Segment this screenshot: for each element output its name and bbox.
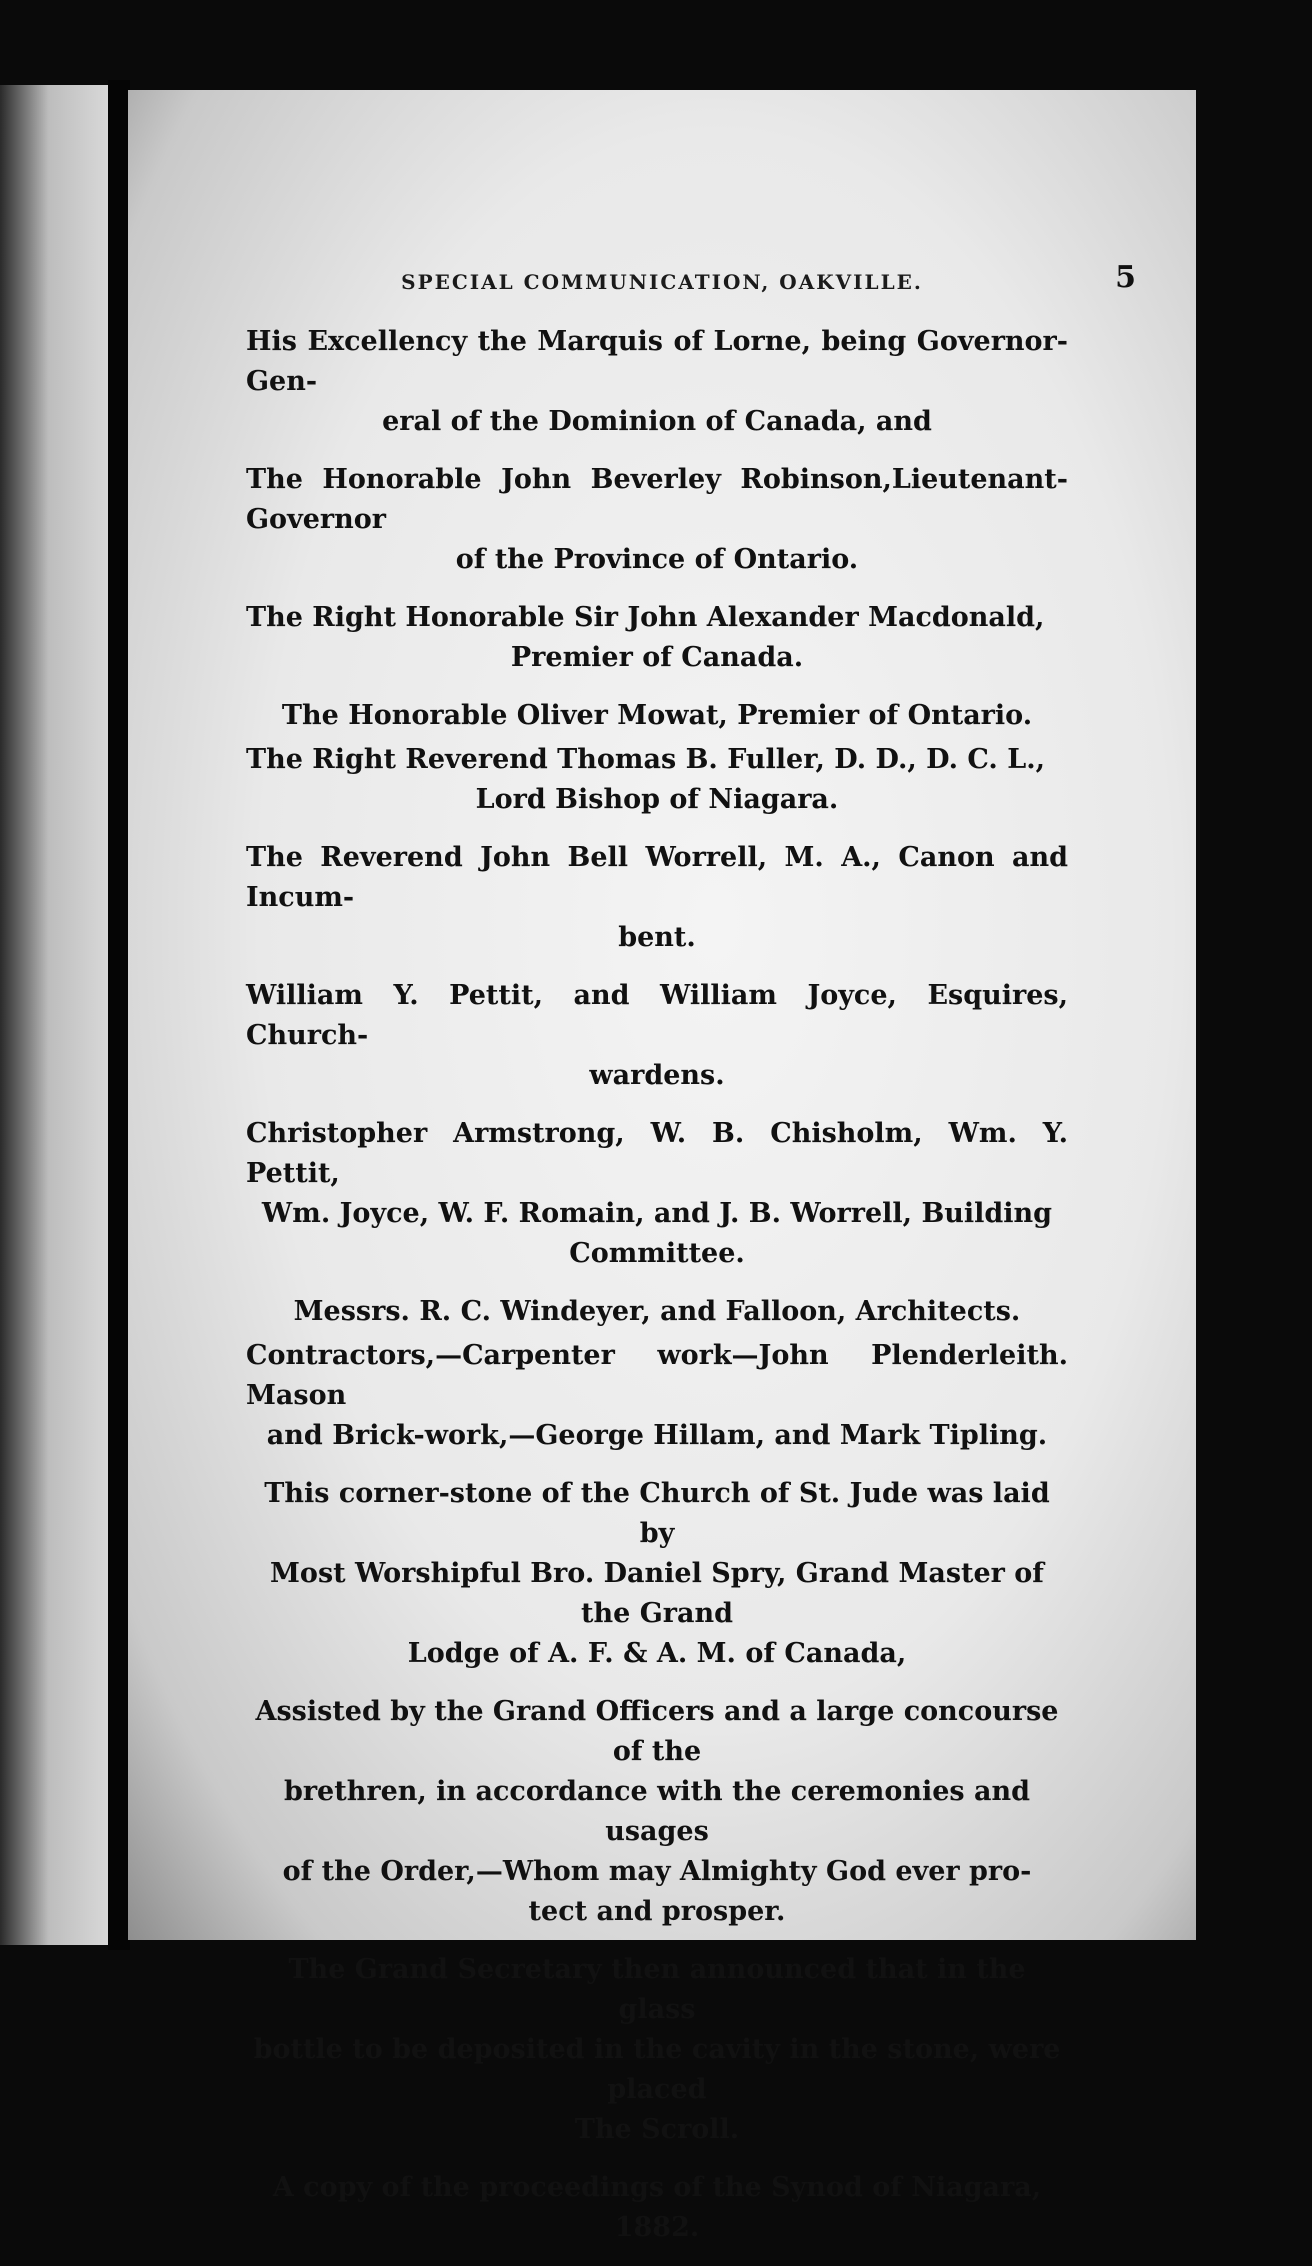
facing-page-edge xyxy=(0,85,108,1945)
line: Contractors,—Carpenter work—John Plenderleith. Mason xyxy=(246,1340,1068,1411)
line: William Y. Pettit, and William Joyce, Esquires, Church- xyxy=(246,980,1068,1051)
entry-lieutenant-governor xyxy=(246,460,1068,580)
running-title: SPECIAL COMMUNICATION, OAKVILLE. xyxy=(401,270,923,294)
line: tect and prosper. xyxy=(528,1896,786,1927)
entry-grand-secretary xyxy=(246,1950,1068,2150)
entry-contractors xyxy=(246,1336,1068,1456)
entry-building-committee xyxy=(246,1114,1068,1274)
line: His Excellency the Marquis of Lorne, being Governor-Gen- xyxy=(246,326,1068,397)
line: Assisted by the Grand Officers and a large concourse of the xyxy=(255,1696,1059,1767)
line: Wm. Joyce, W. F. Romain, and J. B. Worrell, Building xyxy=(261,1198,1053,1229)
page-body xyxy=(246,322,1068,2266)
line: of the Order,—Whom may Almighty God ever pro- xyxy=(282,1856,1032,1887)
book-gutter xyxy=(108,80,130,1950)
line: The Grand Secretary then announced that in the glass xyxy=(288,1954,1026,2025)
entry-premier-canada xyxy=(246,598,1068,678)
page-number: 5 xyxy=(1115,260,1136,295)
entry-governor-general xyxy=(246,322,1068,442)
line: eral of the Dominion of Canada, and xyxy=(382,406,932,437)
line: Most Worshipful Bro. Daniel Spry, Grand Master of the Grand xyxy=(270,1558,1044,1629)
entry-assisted xyxy=(246,1692,1068,1932)
book-page xyxy=(128,90,1196,2243)
line: bent. xyxy=(618,922,696,953)
line: Premier of Canada. xyxy=(510,642,804,673)
entry-premier-ontario: The Honorable Oliver Mowat, Premier of Ontario. xyxy=(281,700,1033,731)
line: This corner-stone of the Church of St. Jude was laid by xyxy=(264,1478,1050,1549)
entry-corner-stone xyxy=(246,1474,1068,1674)
line: of the Province of Ontario. xyxy=(455,544,859,575)
line: brethren, in accordance with the ceremonies and usages xyxy=(283,1776,1031,1847)
line: wardens. xyxy=(589,1060,725,1091)
entry-canon xyxy=(246,838,1068,958)
line: The Honorable John Beverley Robinson,Lieutenant-Governor xyxy=(246,464,1068,535)
line: Lord Bishop of Niagara. xyxy=(475,784,839,815)
entry-churchwardens xyxy=(246,976,1068,1096)
entry-bishop xyxy=(246,740,1068,820)
entry-architects: Messrs. R. C. Windeyer, and Falloon, Architects. xyxy=(293,1296,1021,1327)
line: The Right Reverend Thomas B. Fuller, D. D., D. C. L., xyxy=(246,744,1046,775)
line: The Right Honorable Sir John Alexander Macdonald, xyxy=(246,602,1045,633)
line: and Brick-work,—George Hillam, and Mark Tipling. xyxy=(266,1420,1048,1451)
line: Christopher Armstrong, W. B. Chisholm, Wm. Y. Pettit, xyxy=(246,1118,1068,1189)
line: The Scroll. xyxy=(574,2114,740,2145)
line: Committee. xyxy=(569,1238,745,1269)
line: Lodge of A. F. & A. M. of Canada, xyxy=(407,1638,907,1669)
line: The Reverend John Bell Worrell, M. A., Canon and Incum- xyxy=(246,842,1068,913)
line: bottle to be deposited in the cavity in the stone, were placed xyxy=(253,2034,1061,2105)
entry-synod-proceedings: A copy of the proceedings of the Synod of Niagara, 1882. xyxy=(272,2172,1042,2243)
